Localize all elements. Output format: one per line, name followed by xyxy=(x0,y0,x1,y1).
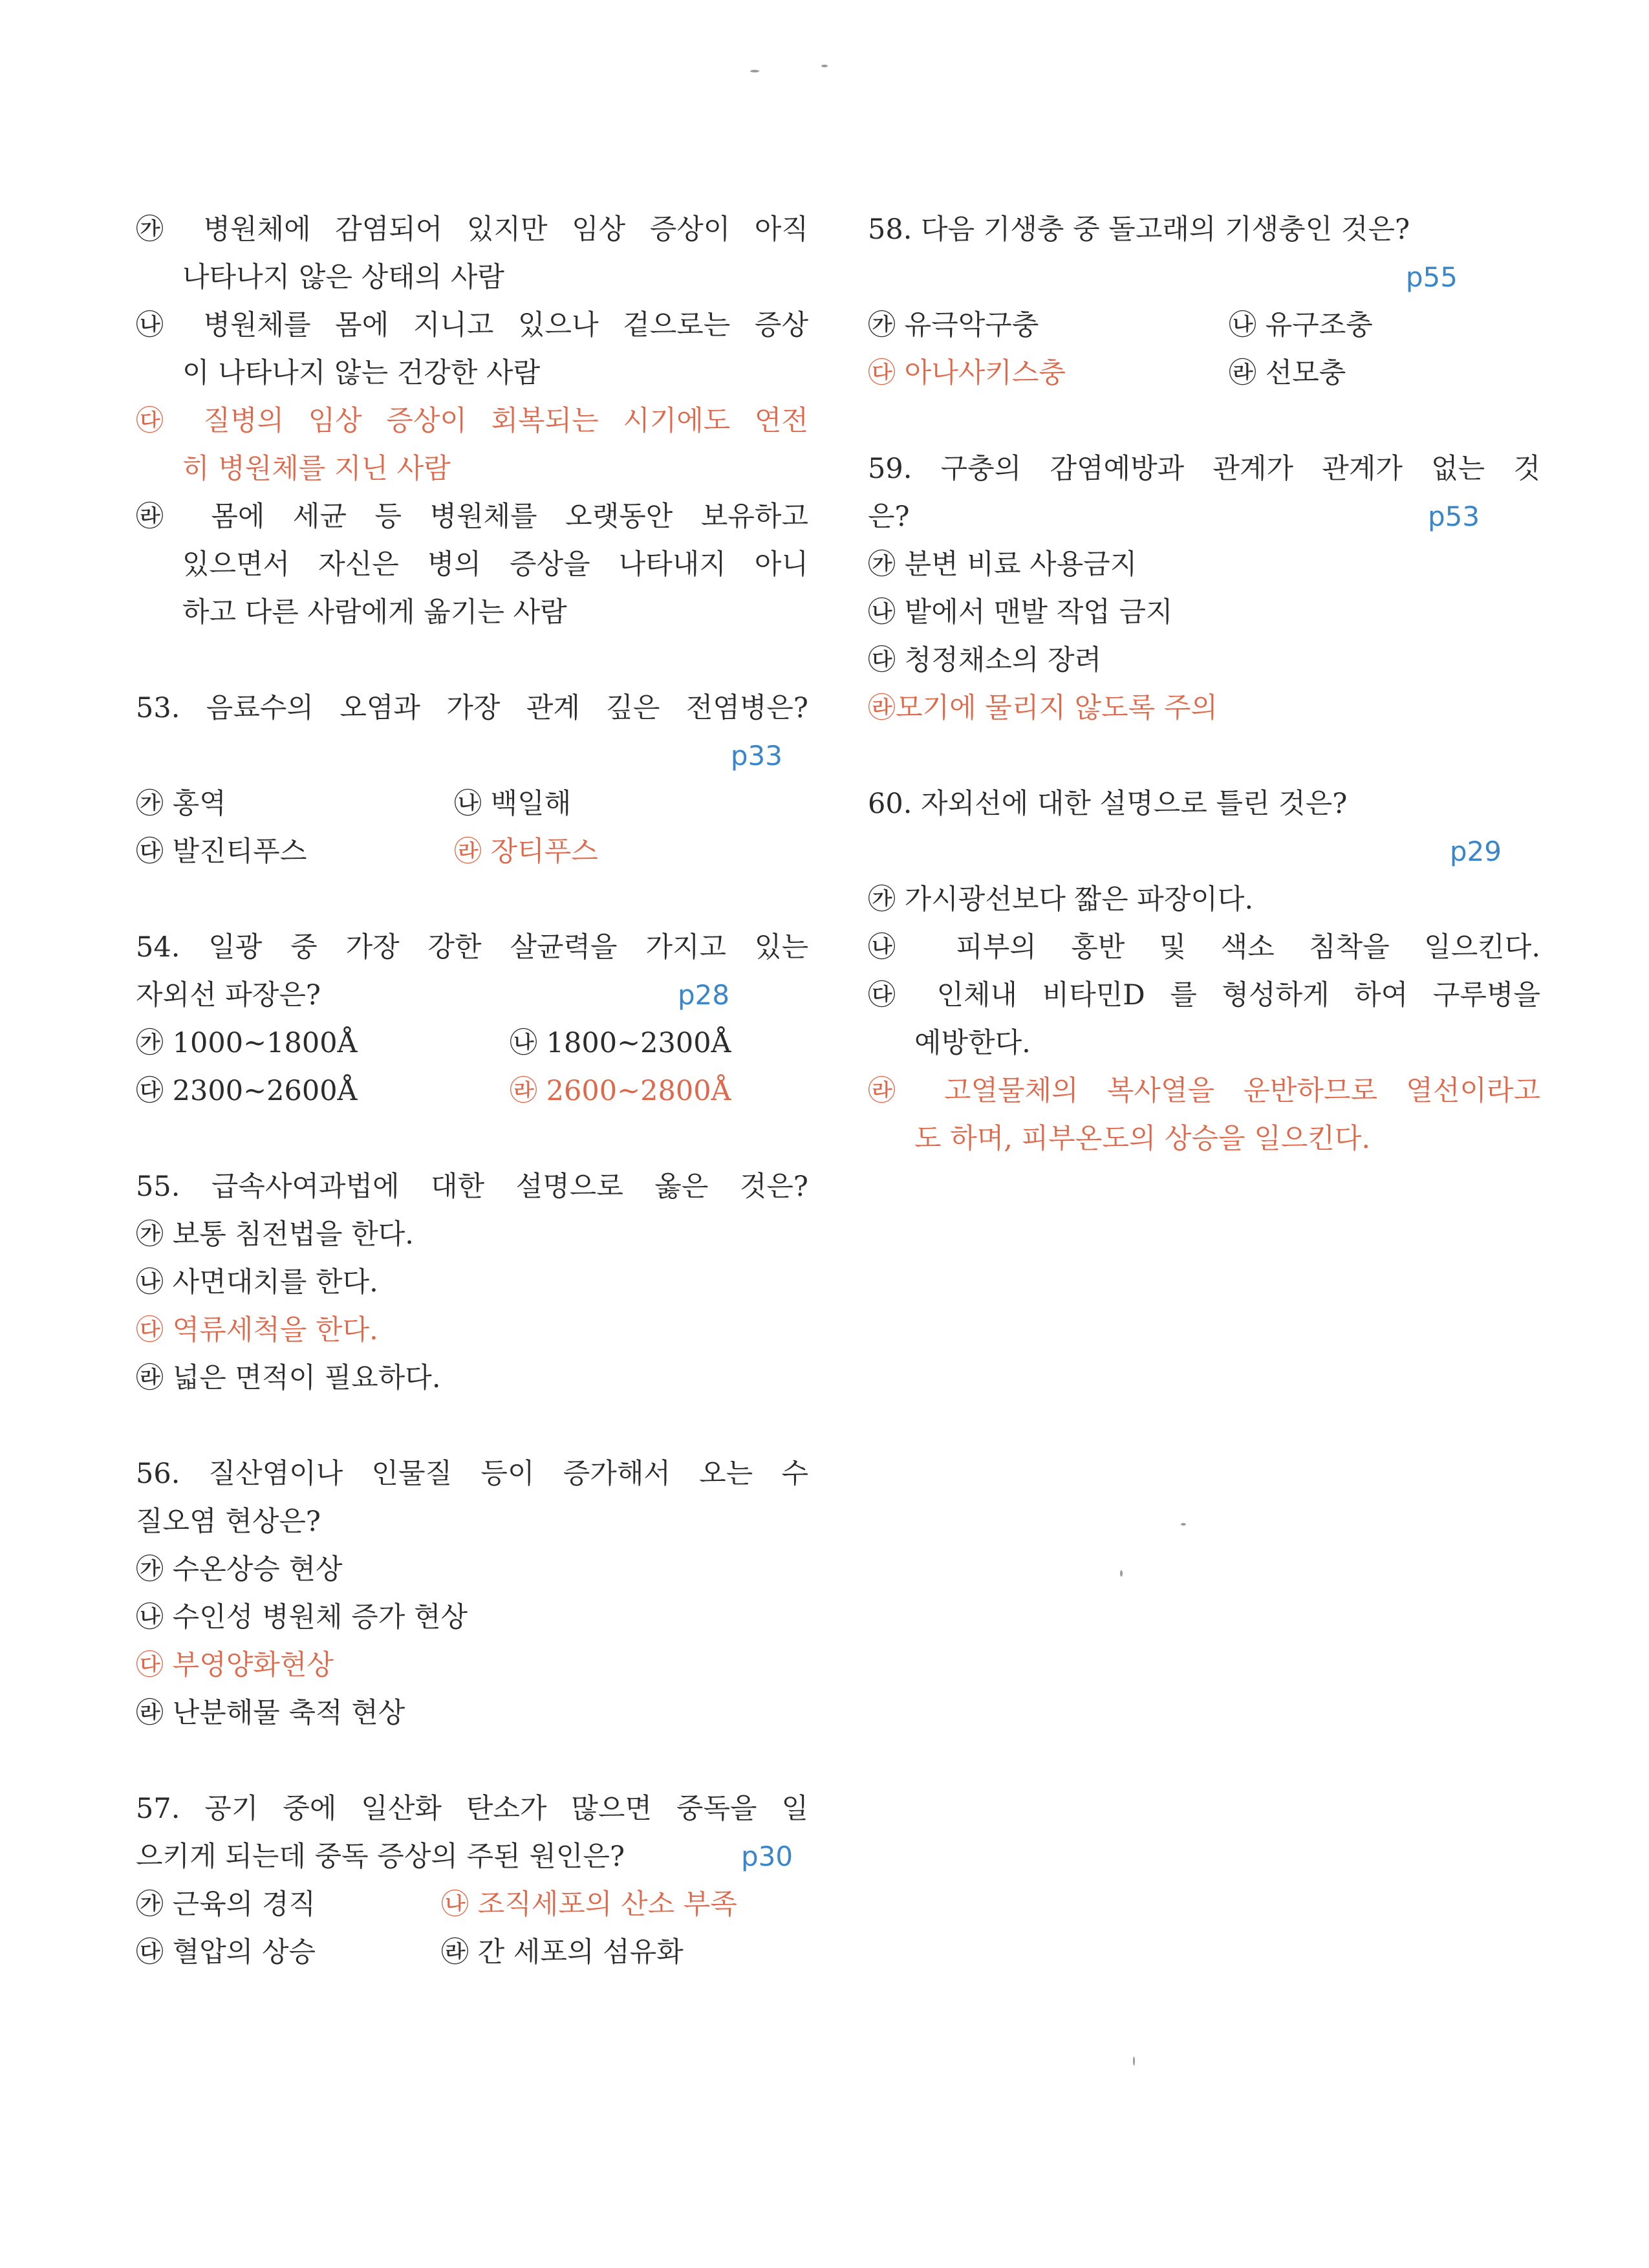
question-text-line2 xyxy=(868,493,1540,541)
option-line: ㉰ 인체내 비타민D 를 형성하게 하여 구루병을 xyxy=(868,979,1540,1011)
page-reference: p53 xyxy=(1428,501,1480,532)
page-reference: p55 xyxy=(1405,261,1458,293)
options-row xyxy=(136,1019,808,1067)
question-text: 은? xyxy=(868,501,910,533)
option-b-answer: ㉯ 조직세포의 산소 부족 xyxy=(441,1888,737,1921)
page-reference: p28 xyxy=(678,979,730,1011)
page-reference: p33 xyxy=(730,740,782,772)
options-row xyxy=(136,780,808,828)
option-d-answer: ㉱ 2600~2800Å xyxy=(510,1075,731,1107)
option-line: 나타나지 않은 상태의 사람 xyxy=(182,261,504,294)
page-reference: p30 xyxy=(741,1841,793,1872)
option-a: ㉮ 유극악구충 xyxy=(868,309,1039,341)
question-text: 59. 구충의 감염예방과 관계가 관계가 없는 것 xyxy=(868,453,1540,485)
option-d: ㉱ 선모충 xyxy=(1229,357,1346,389)
question-59 xyxy=(868,445,1540,732)
question-53 xyxy=(136,684,808,876)
q52-option-d xyxy=(136,493,808,636)
option-c-answer: ㉰ 아나사키스충 xyxy=(868,357,1066,389)
option-a: ㉮ 홍역 xyxy=(136,788,226,820)
question-text-line2 xyxy=(136,971,808,1019)
option-d: ㉱ 간 세포의 섬유화 xyxy=(441,1936,684,1969)
scan-speck xyxy=(1120,1570,1123,1577)
scan-speck xyxy=(750,70,759,72)
option-d-answer: ㉱모기에 물리지 않도록 주의 xyxy=(868,692,1218,724)
question-text: 58. 다음 기생충 중 돌고래의 기생충인 것은? xyxy=(868,213,1410,246)
option-b: ㉯ 피부의 홍반 및 색소 침착을 일으킨다. xyxy=(868,931,1540,964)
scan-speck xyxy=(1133,2057,1135,2066)
option-line: ㉱ 몸에 세균 등 병원체를 오랫동안 보유하고 xyxy=(136,501,808,533)
option-a: ㉮ 수온상승 현상 xyxy=(136,1553,343,1586)
question-58 xyxy=(868,206,1540,397)
question-text: 56. 질산염이나 인물질 등이 증가해서 오는 수 xyxy=(136,1458,808,1490)
question-57 xyxy=(136,1785,808,1976)
option-c-answer: ㉰ 부영양화현상 xyxy=(136,1649,334,1681)
question-text: 55. 급속사여과법에 대한 설명으로 옳은 것은? xyxy=(136,1171,808,1203)
option-b: ㉯ 유구조충 xyxy=(1229,309,1373,341)
option-b: ㉯ 밭에서 맨발 작업 금지 xyxy=(868,596,1173,629)
option-c: ㉰ 청정채소의 장려 xyxy=(868,644,1102,676)
options-row xyxy=(868,349,1540,397)
options-row xyxy=(136,1928,808,1976)
option-d: ㉱ 넓은 면적이 필요하다. xyxy=(136,1362,441,1394)
question-56 xyxy=(136,1450,808,1737)
option-line: 있으면서 자신은 병의 증상을 나타내지 아니 xyxy=(182,548,808,581)
option-c: ㉰ 2300~2600Å xyxy=(136,1075,358,1107)
option-d: ㉱ 난분해물 축적 현상 xyxy=(136,1697,405,1729)
scan-speck xyxy=(821,65,828,67)
q52-option-b xyxy=(136,301,808,397)
option-b: ㉯ 1800~2300Å xyxy=(510,1027,731,1059)
option-d-answer: ㉱ 장티푸스 xyxy=(454,836,598,868)
option-line: ㉱ 고열물체의 복사열을 운반하므로 열선이라고 xyxy=(868,1075,1540,1107)
option-line: 도 하며, 피부온도의 상승을 일으킨다. xyxy=(914,1123,1371,1155)
option-line: ㉰ 질병의 임상 증상이 회복되는 시기에도 연전 xyxy=(136,405,808,437)
question-text: 53. 음료수의 오염과 가장 관계 깊은 전염병은? xyxy=(136,692,808,724)
question-text: 질오염 현상은? xyxy=(136,1506,321,1538)
options-row xyxy=(136,828,808,876)
option-a: ㉮ 보통 침전법을 한다. xyxy=(136,1218,414,1251)
option-c: ㉰ 혈압의 상승 xyxy=(136,1936,316,1969)
option-a: ㉮ 1000~1800Å xyxy=(136,1027,358,1059)
option-c-answer: ㉰ 역류세척을 한다. xyxy=(136,1314,378,1346)
question-text-line2 xyxy=(136,1833,808,1881)
options-row xyxy=(136,1067,808,1115)
option-line: ㉯ 병원체를 몸에 지니고 있으나 겉으로는 증상 xyxy=(136,309,808,341)
options-row xyxy=(868,301,1540,349)
option-b: ㉯ 백일해 xyxy=(454,788,572,820)
question-text: 57. 공기 중에 일산화 탄소가 많으면 중독을 일 xyxy=(136,1793,808,1825)
option-c xyxy=(868,971,1540,1067)
scan-speck xyxy=(1181,1523,1186,1526)
right-column xyxy=(868,206,1540,1163)
option-line: 히 병원체를 지닌 사람 xyxy=(182,453,451,485)
option-line: 이 나타나지 않는 건강한 사람 xyxy=(182,357,541,389)
option-line: ㉮ 병원체에 감염되어 있지만 임상 증상이 아직 xyxy=(136,213,808,246)
question-text: 54. 일광 중 가장 강한 살균력을 가지고 있는 xyxy=(136,931,808,964)
options-row xyxy=(136,1881,808,1928)
option-a: ㉮ 분변 비료 사용금지 xyxy=(868,548,1137,581)
question-text: 자외선 파장은? xyxy=(136,979,321,1011)
option-line: 예방한다. xyxy=(914,1027,1031,1059)
question-55 xyxy=(136,1163,808,1402)
q52-option-c-answer xyxy=(136,397,808,493)
page-reference: p29 xyxy=(1449,836,1502,867)
question-60 xyxy=(868,780,1540,1163)
option-a: ㉮ 가시광선보다 짧은 파장이다. xyxy=(868,883,1254,916)
option-a: ㉮ 근육의 경직 xyxy=(136,1888,316,1921)
question-text: 으키게 되는데 중독 증상의 주된 원인은? xyxy=(136,1841,625,1873)
option-b: ㉯ 사면대치를 한다. xyxy=(136,1266,378,1299)
q52-option-a xyxy=(136,206,808,301)
question-54 xyxy=(136,923,808,1115)
option-line: 하고 다른 사람에게 옮기는 사람 xyxy=(182,596,567,629)
option-c: ㉰ 발진티푸스 xyxy=(136,836,307,868)
option-d-answer xyxy=(868,1067,1540,1163)
option-b: ㉯ 수인성 병원체 증가 현상 xyxy=(136,1601,468,1634)
left-column xyxy=(136,206,808,1976)
question-text: 60. 자외선에 대한 설명으로 틀린 것은? xyxy=(868,788,1348,820)
